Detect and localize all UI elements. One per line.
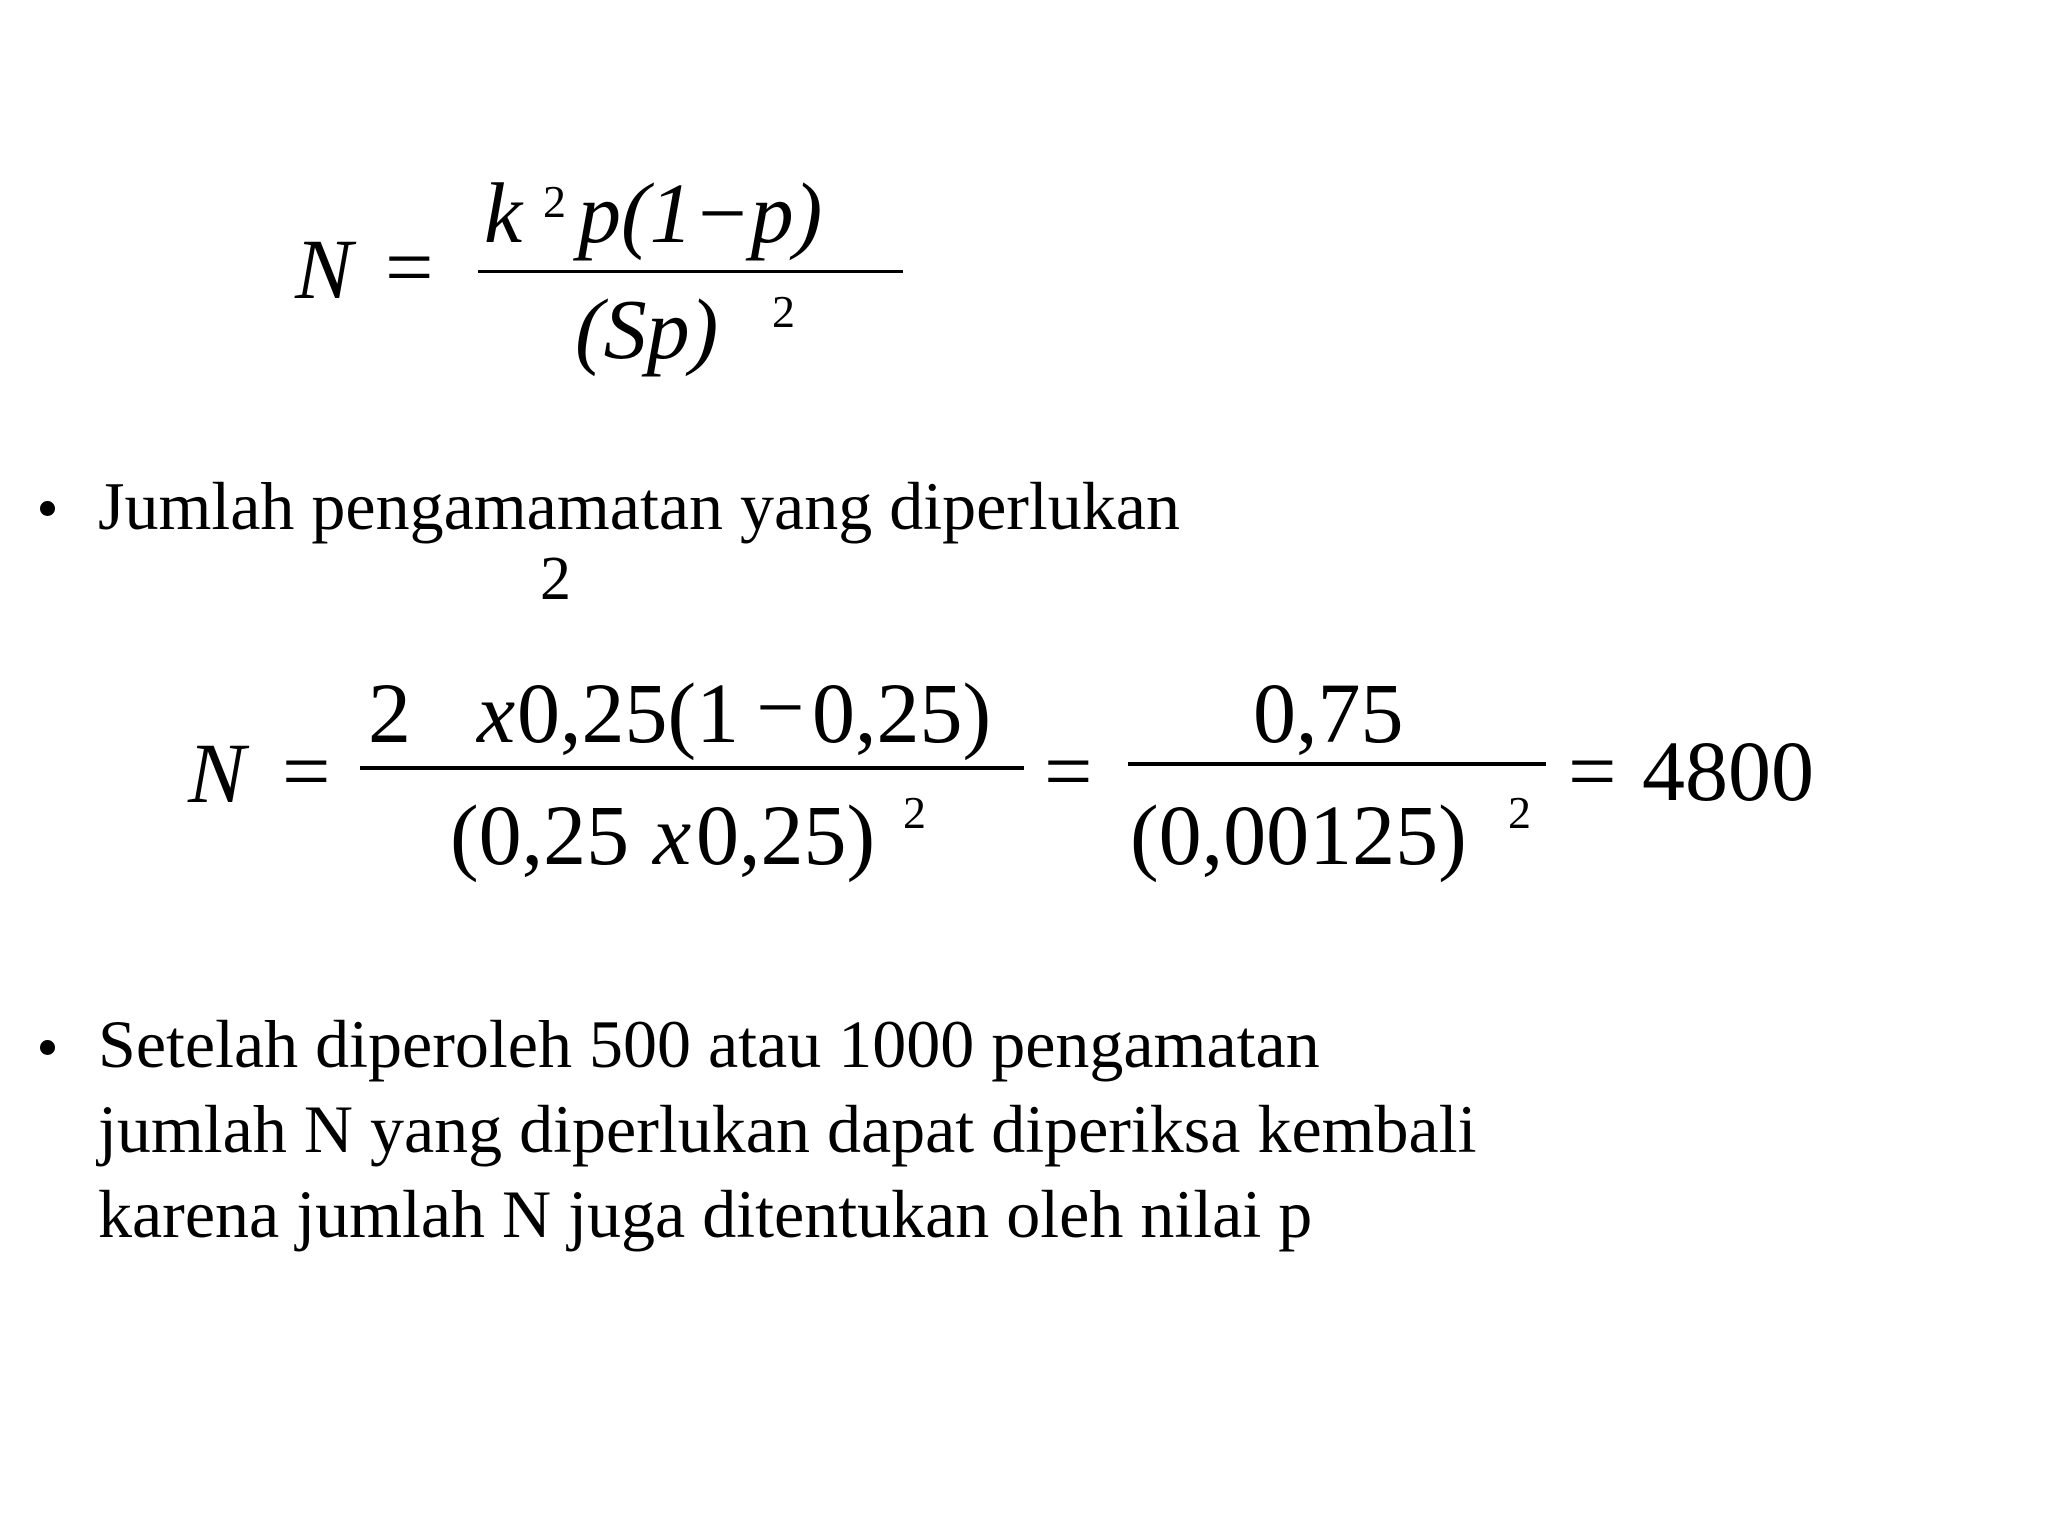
formula1-numerator-k-exponent: 2 — [543, 176, 566, 227]
formula2-equals-1: = — [282, 723, 331, 819]
formula2-equals-3: = — [1568, 723, 1617, 819]
formula2-frac1-numerator-value: 0,25(1 — [517, 665, 740, 761]
formula1-numerator-rest: p(1−p) — [578, 165, 823, 261]
formula2-frac2-denominator: (0,00125) — [1130, 787, 1467, 883]
formula1-lhs: N — [295, 221, 353, 317]
bullet-dot-1 — [40, 501, 55, 516]
formula2-equals-2: = — [1044, 723, 1093, 819]
bullet-2-line-1: Setelah diperoleh 500 atau 1000 pengamatan — [98, 1006, 1320, 1082]
bullet-1-text: Jumlah pengamamatan yang diperlukan — [98, 468, 1180, 544]
formula2-lhs: N — [188, 725, 246, 821]
formula2-frac1-bar — [360, 766, 1024, 770]
formula2-result: 4800 — [1642, 723, 1814, 819]
formula2-frac1-denominator-b: 0,25) — [696, 787, 876, 883]
formula1-fraction-bar — [478, 270, 903, 273]
formula1-numerator-k: k — [484, 165, 523, 261]
formula2-frac1-numerator-2: 2 — [368, 665, 411, 761]
formula2-frac1-denominator-exponent: 2 — [903, 787, 926, 838]
formula2-frac1-numerator-x: x — [477, 665, 516, 761]
bullet-2-line-2: jumlah N yang diperlukan dapat diperiksa kembali — [98, 1091, 1477, 1167]
formula2-frac1-denominator-a: (0,25 — [450, 787, 630, 883]
formula1-denominator: (Sp) — [575, 281, 719, 377]
formula1-denominator-exponent: 2 — [772, 286, 795, 337]
formula2-frac2-bar — [1128, 762, 1546, 766]
bullet-dot-2 — [40, 1040, 55, 1055]
formula2-frac2-numerator: 0,75 — [1253, 665, 1404, 761]
formula2-frac2-denominator-exponent: 2 — [1508, 787, 1531, 838]
formula2-frac1-numerator-minus: − — [756, 659, 805, 755]
formula2-frac1-numerator-end: 0,25) — [812, 665, 992, 761]
formula2-frac1-denominator-x: x — [653, 787, 692, 883]
bullet-2-line-3: karena jumlah N juga ditentukan oleh nilai p — [98, 1176, 1313, 1252]
formula1-equals: = — [385, 219, 434, 315]
bullet-1-floating-exponent: 2 — [540, 545, 571, 613]
